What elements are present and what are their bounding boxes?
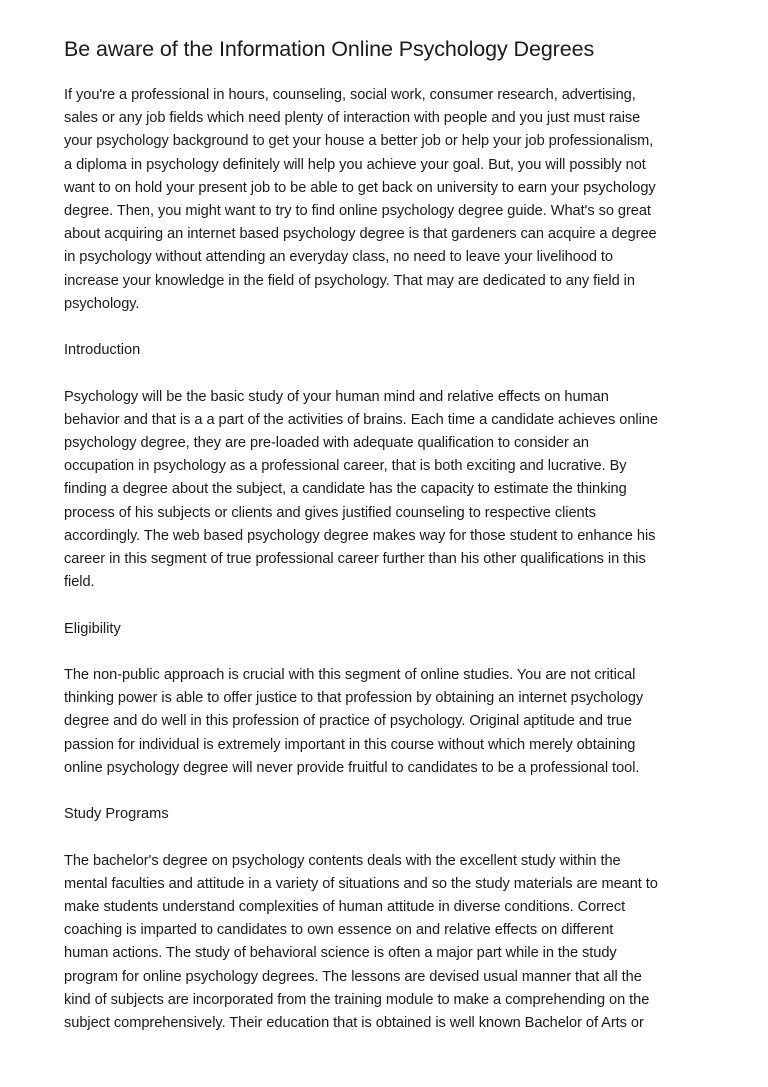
text-line: in psychology without attending an everyday class, no need to leave your livelihood to <box>64 249 613 266</box>
paragraph-eligibility <box>64 664 710 780</box>
text-line: If you're a professional in hours, counseling, social work, consumer research, advertising, <box>64 87 636 103</box>
text-line: mental faculties and attitude in a variety of situations and so the study materials are meant to <box>64 875 658 892</box>
text-line: degree. Then, you might want to try to find online psychology degree guide. What's so great <box>64 203 651 220</box>
text-line: kind of subjects are incorporated from the training module to make a comprehending on the <box>64 991 650 1008</box>
text-line: about acquiring an internet based psychology degree is that gardeners can acquire a degree <box>64 226 657 243</box>
text-line: make students understand complexities of human attitude in diverse conditions. Correct <box>64 899 626 916</box>
text-line: finding a degree about the subject, a candidate has the capacity to estimate the thinking <box>64 481 627 498</box>
text-line: process of his subjects or clients and gives justified counseling to respective clients <box>64 504 596 521</box>
section-heading-study-programs: Study Programs <box>64 806 169 823</box>
section-heading-eligibility: Eligibility <box>64 620 121 637</box>
text-line: The non-public approach is crucial with this segment of online studies. You are not critical <box>64 667 636 684</box>
text-line: coaching is imparted to candidates to own essence on and relative effects on different <box>64 922 614 939</box>
text-line: degree and do well in this profession of practice of psychology. Original aptitude and true <box>64 713 632 730</box>
text-line: human actions. The study of behavioral science is often a major part while in the study <box>64 945 617 962</box>
text-line: subject comprehensively. Their education that is obtained is well known Bachelor of Arts or <box>64 1015 644 1032</box>
paragraph-study-programs <box>64 850 710 1036</box>
text-line: your psychology background to get your house a better job or help your job professionalism, <box>64 133 654 150</box>
text-line: want to on hold your present job to be able to get back on university to earn your psychology <box>64 179 656 196</box>
text-line: occupation in psychology as a professional career, that is both exciting and lucrative. By <box>64 458 627 475</box>
text-line: Psychology will be the basic study of your human mind and relative effects on human <box>64 388 609 405</box>
text-line: accordingly. The web based psychology degree makes way for those student to enhance his <box>64 527 656 544</box>
text-line: sales or any job fields which need plenty of interaction with people and you just must raise <box>64 110 641 127</box>
paragraph-intro <box>64 84 710 316</box>
document-page <box>64 34 710 1058</box>
section-heading-introduction: Introduction <box>64 342 141 359</box>
paragraph-introduction <box>64 386 710 595</box>
text-line: online psychology degree will never provide fruitful to candidates to be a professional tool. <box>64 759 640 776</box>
text-line: thinking power is able to offer justice to that profession by obtaining an internet psychology <box>64 690 644 707</box>
document-title: Be aware of the Information Online Psychology Degrees <box>64 37 595 61</box>
text-line: psychology. <box>64 295 140 312</box>
text-line: behavior and that is a a part of the activities of brains. Each time a candidate achieves online <box>64 411 658 428</box>
text-line: program for online psychology degrees. The lessons are devised usual manner that all the <box>64 968 642 985</box>
text-line: field. <box>64 574 95 591</box>
text-line: psychology degree, they are pre-loaded with adequate qualification to consider an <box>64 435 589 452</box>
text-line: increase your knowledge in the field of psychology. That may are dedicated to any field in <box>64 272 635 289</box>
text-line: The bachelor's degree on psychology contents deals with the excellent study within the <box>64 852 621 869</box>
text-line: career in this segment of true professional career further than his other qualifications in this <box>64 551 646 568</box>
text-line: a diploma in psychology definitely will help you achieve your goal. But, you will possibly not <box>64 156 646 173</box>
text-line: passion for individual is extremely important in this course without which merely obtaining <box>64 736 636 753</box>
